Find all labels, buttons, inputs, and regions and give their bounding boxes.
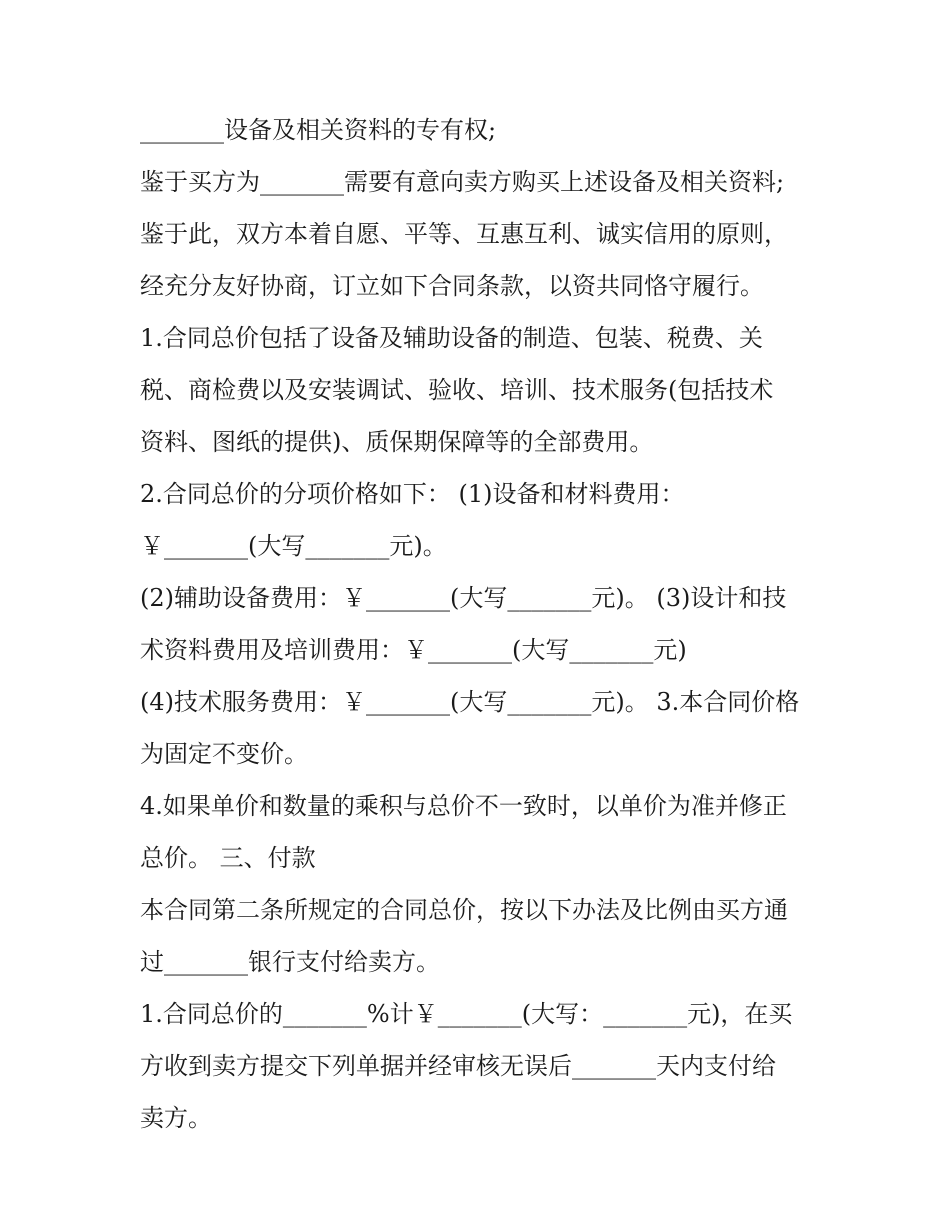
text-line: 术资料费用及培训费用：￥_______(大写_______元) xyxy=(140,636,687,664)
text-line: (2)辅助设备费用：￥_______(大写_______元)。 (3)设计和技 xyxy=(140,584,787,612)
text-line: 卖方。 xyxy=(140,1104,212,1132)
text-line: 方收到卖方提交下列单据并经审核无误后_______天内支付给 xyxy=(140,1052,776,1080)
text-line: 4.如果单价和数量的乘积与总价不一致时，以单价为准并修正 xyxy=(140,792,787,820)
text-line: 本合同第二条所规定的合同总价，按以下办法及比例由买方通 xyxy=(140,896,788,924)
text-line: _______设备及相关资料的专有权; xyxy=(140,116,497,144)
text-line: 2.合同总价的分项价格如下： (1)设备和材料费用： xyxy=(140,480,685,508)
text-line: 为固定不变价。 xyxy=(140,740,308,768)
text-line: 1.合同总价的_______%计￥_______(大写：_______元)，在买 xyxy=(140,1000,793,1028)
text-line: 资料、图纸的提供)、质保期保障等的全部费用。 xyxy=(140,428,654,456)
contract-text xyxy=(140,104,830,1144)
text-line: 过_______银行支付给卖方。 xyxy=(140,948,440,976)
text-line: ￥_______(大写_______元)。 xyxy=(140,532,447,560)
text-line: 1.合同总价包括了设备及辅助设备的制造、包装、税费、关 xyxy=(140,324,763,352)
text-line: 总价。 三、付款 xyxy=(140,844,316,872)
text-line: 鉴于买方为_______需要有意向卖方购买上述设备及相关资料; xyxy=(140,168,785,196)
text-line: (4)技术服务费用：￥_______(大写_______元)。 3.本合同价格 xyxy=(140,688,800,716)
text-line: 税、商检费以及安装调试、验收、培训、技术服务(包括技术 xyxy=(140,376,774,404)
text-line: 经充分友好协商，订立如下合同条款，以资共同恪守履行。 xyxy=(140,272,764,300)
text-line: 鉴于此，双方本着自愿、平等、互惠互利、诚实信用的原则， xyxy=(140,220,788,248)
